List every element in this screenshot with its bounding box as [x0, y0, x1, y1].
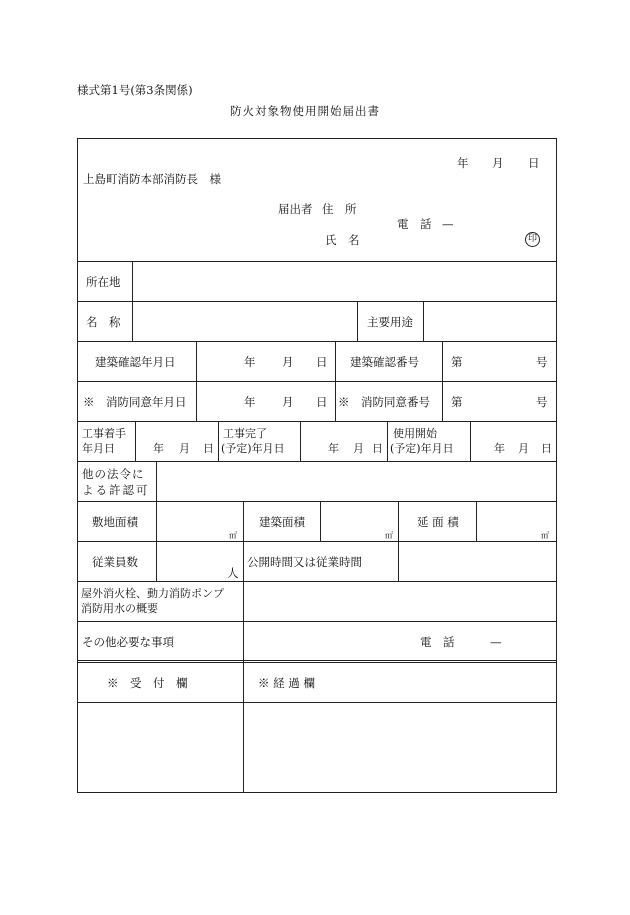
col-divider	[156, 501, 157, 541]
water-supply-label-1: 屋外消火栓、動力消防ポンプ	[81, 587, 224, 600]
row-divider	[77, 660, 557, 661]
floor-area-unit: ㎡	[541, 531, 549, 540]
use-start-label-1: 使用開始	[393, 427, 437, 440]
col-divider	[470, 421, 471, 461]
building-confirm-number-label: 建築確認番号	[350, 355, 419, 369]
name-label: 氏 名	[325, 233, 360, 247]
construction-start-day: 日	[203, 442, 214, 455]
fire-consent-month: 月	[282, 395, 294, 409]
frame-bottom	[77, 792, 557, 793]
building-area-unit: ㎡	[385, 531, 393, 540]
progress-label: ※ 経 過 欄	[258, 676, 315, 690]
col-divider	[196, 341, 197, 421]
col-divider	[442, 341, 443, 421]
fire-consent-year: 年	[244, 395, 256, 409]
water-supply-field[interactable]	[244, 582, 556, 621]
col-divider	[243, 501, 244, 541]
building-confirm-day: 日	[316, 355, 328, 369]
main-use-label: 主要用途	[367, 315, 413, 329]
building-confirm-no-prefix: 第	[451, 355, 463, 369]
col-divider	[398, 541, 399, 581]
col-divider	[218, 421, 219, 461]
seal-mark: 印	[525, 232, 540, 247]
row-divider	[77, 541, 557, 542]
construction-end-label-1: 工事完了	[223, 427, 267, 440]
form-number: 様式第1号(第3条関係)	[77, 83, 193, 97]
fire-consent-date-label: ※ 消防同意年月日	[83, 395, 187, 409]
other-permits-label-1: 他の法令に	[82, 467, 145, 481]
frame-left	[77, 138, 78, 793]
other-phone-label: 電 話	[420, 635, 455, 649]
building-confirm-year: 年	[244, 355, 256, 369]
fire-consent-no-suffix: 号	[536, 395, 548, 409]
phone-dash: —	[442, 217, 454, 231]
location-field[interactable]	[133, 262, 556, 301]
construction-start-year: 年	[153, 442, 164, 455]
reception-box[interactable]	[78, 703, 243, 792]
site-area-unit: ㎡	[229, 531, 237, 540]
row-divider	[77, 501, 557, 502]
col-divider	[243, 541, 244, 581]
building-confirm-date-label: 建築確認年月日	[95, 355, 176, 369]
building-confirm-month: 月	[282, 355, 294, 369]
construction-start-month: 月	[179, 442, 190, 455]
col-divider	[156, 541, 157, 581]
fire-consent-day: 日	[316, 395, 328, 409]
phone-label: 電 話	[397, 217, 432, 231]
building-confirm-no-suffix: 号	[536, 355, 548, 369]
date-day: 日	[528, 156, 540, 170]
progress-box[interactable]	[244, 703, 556, 792]
construction-end-month: 月	[353, 442, 364, 455]
other-permits-label-2: よる許認可	[82, 483, 150, 497]
row-divider	[77, 421, 557, 422]
col-divider	[387, 421, 388, 461]
fire-consent-number-label: ※ 消防同意番号	[338, 395, 430, 409]
col-divider	[398, 501, 399, 541]
date-year: 年	[457, 156, 469, 170]
use-start-year: 年	[494, 442, 505, 455]
construction-end-day: 日	[372, 442, 383, 455]
col-divider	[476, 501, 477, 541]
facility-name-field[interactable]	[133, 302, 357, 341]
other-items-label: その他必要な事項	[82, 635, 174, 649]
water-supply-label-2: 消防用水の概要	[81, 602, 158, 615]
use-start-day: 日	[541, 442, 552, 455]
row-divider	[77, 341, 557, 342]
row-divider	[77, 381, 557, 382]
col-divider	[320, 501, 321, 541]
use-start-month: 月	[518, 442, 529, 455]
main-use-field[interactable]	[424, 302, 556, 341]
address-label: 住 所	[322, 202, 357, 216]
form-title: 防火対象物使用開始届出書	[230, 104, 380, 118]
frame-top	[77, 138, 557, 139]
col-divider	[335, 341, 336, 421]
construction-start-label-2: 年月日	[82, 442, 115, 455]
construction-end-year: 年	[328, 442, 339, 455]
reception-label: ※ 受 付 欄	[107, 676, 188, 690]
col-divider	[300, 421, 301, 461]
col-divider	[135, 421, 136, 461]
addressee: 上島町消防本部消防長 様	[83, 172, 221, 186]
site-area-label: 敷地面積	[92, 515, 138, 529]
date-month: 月	[492, 156, 504, 170]
floor-area-label: 延 面 積	[417, 515, 459, 529]
applicant-label: 届出者	[278, 202, 313, 216]
construction-start-label-1: 工事着手	[82, 427, 126, 440]
row-divider	[77, 621, 557, 622]
location-label: 所在地	[86, 275, 121, 289]
hours-label: 公開時間又は従業時間	[247, 555, 362, 569]
other-permits-field[interactable]	[157, 462, 556, 501]
use-start-label-2: (予定)年月日	[390, 442, 454, 455]
employees-label: 従業員数	[92, 555, 138, 569]
row-divider-double	[77, 662, 557, 663]
fire-consent-no-prefix: 第	[451, 395, 463, 409]
col-divider	[357, 301, 358, 341]
building-area-label: 建築面積	[259, 515, 305, 529]
frame-right	[556, 138, 557, 793]
employees-unit: 人	[227, 566, 239, 580]
construction-end-label-2: (予定)年月日	[221, 442, 285, 455]
facility-name-label: 名 称	[86, 315, 121, 329]
other-phone-dash: —	[490, 635, 502, 649]
